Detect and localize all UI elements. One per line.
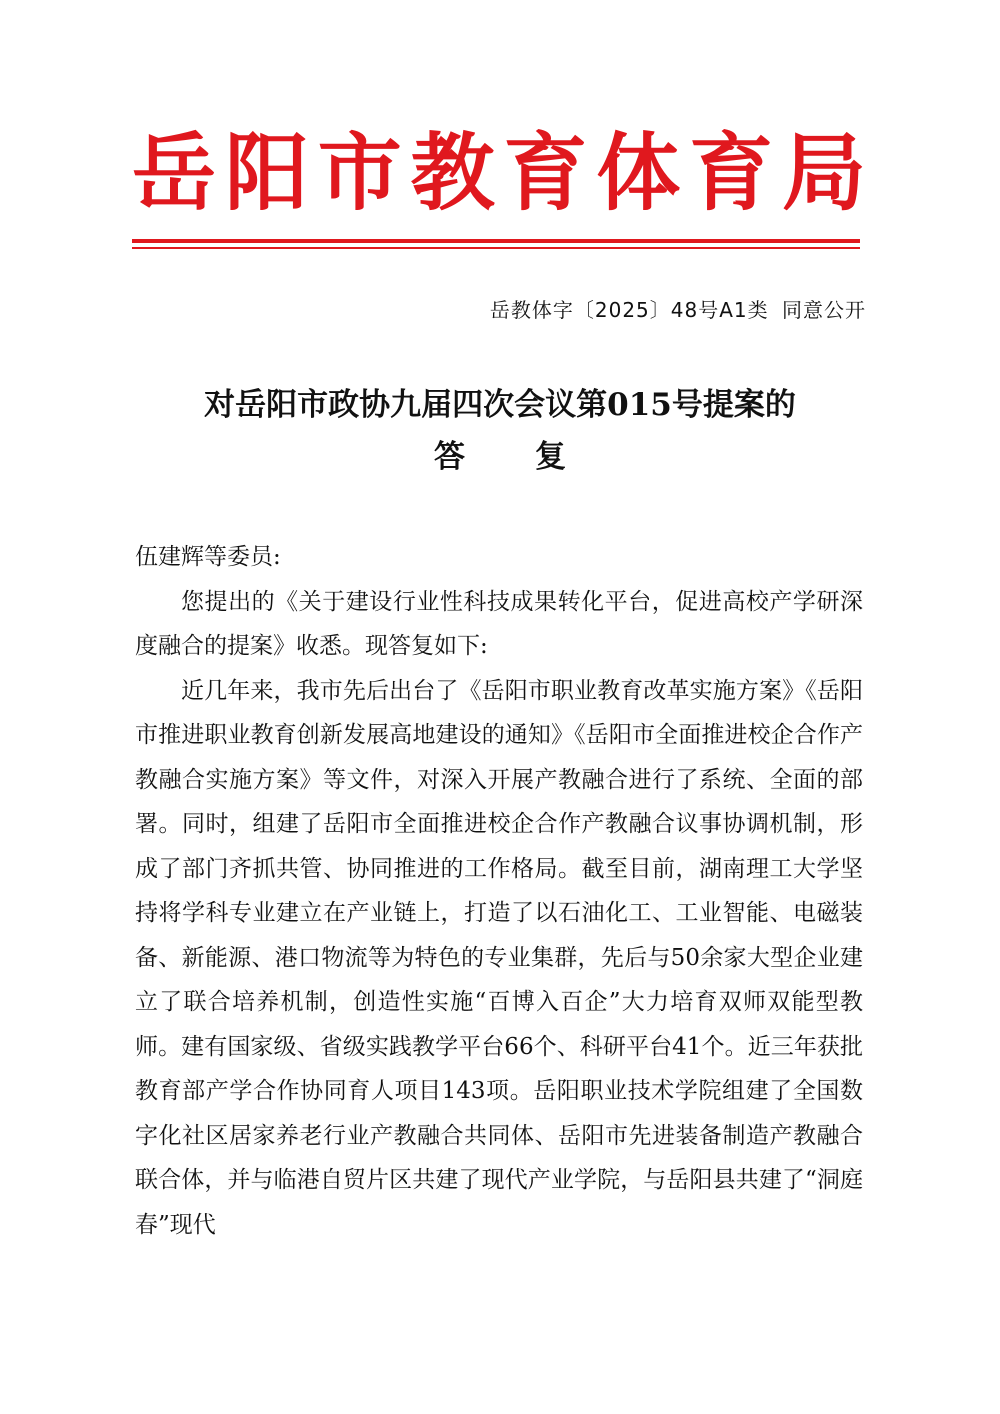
document-title-reply: 答复 — [434, 439, 636, 475]
red-divider-thick — [132, 239, 860, 243]
document-title: 对岳阳市政协九届四次会议第015号提案的 — [204, 387, 796, 423]
document-body — [135, 535, 863, 1247]
agency-masthead: 岳阳市教育体育局 — [132, 123, 868, 222]
paragraph-intro: 您提出的《关于建设行业性科技成果转化平台，促进高校产学研深度融合的提案》收悉。现答复如下: — [135, 588, 863, 659]
paragraph-main: 近几年来，我市先后出台了《岳阳市职业教育改革实施方案》《岳阳市推进职业教育创新发展高地建设的通知》《岳阳市全面推进校企合作产教融合实施方案》等文件，对深入开展产教融合进行了系统、全面的部署。同时，组建了岳阳市全面推进校企合作产教融合议事协调机制，形成了部门齐抓共管、协同推进的工作格局。截至目前，湖南理工大学坚持将学科专业建立在产业链上，打造了以石油化工、工业智能、电磁装备、新能源、港口物流等为特色的专业集群，先后与50余家大型企业建立了联合培养机制，创造性实施“百博入百企”大力培育双师双能型教师。建有国家级、省级实践教学平台66个、科研平台41个。近三年获批教育部产学合作协同育人项目143项。岳阳职业技术学院组建了全国数字化社区居家养老行业产教融合共同体、岳阳市先进装备制造产教融合联合体，并与临港自贸片区共建了现代产业学院，与岳阳县共建了“洞庭春”现代 — [135, 677, 863, 1238]
salutation: 伍建辉等委员: — [135, 544, 281, 570]
document-number: 岳教体字〔2025〕48号A1类 — [489, 298, 769, 322]
disclosure-status: 同意公开 — [782, 298, 866, 322]
document-number-line — [484, 292, 866, 328]
red-divider-thin — [132, 247, 860, 249]
